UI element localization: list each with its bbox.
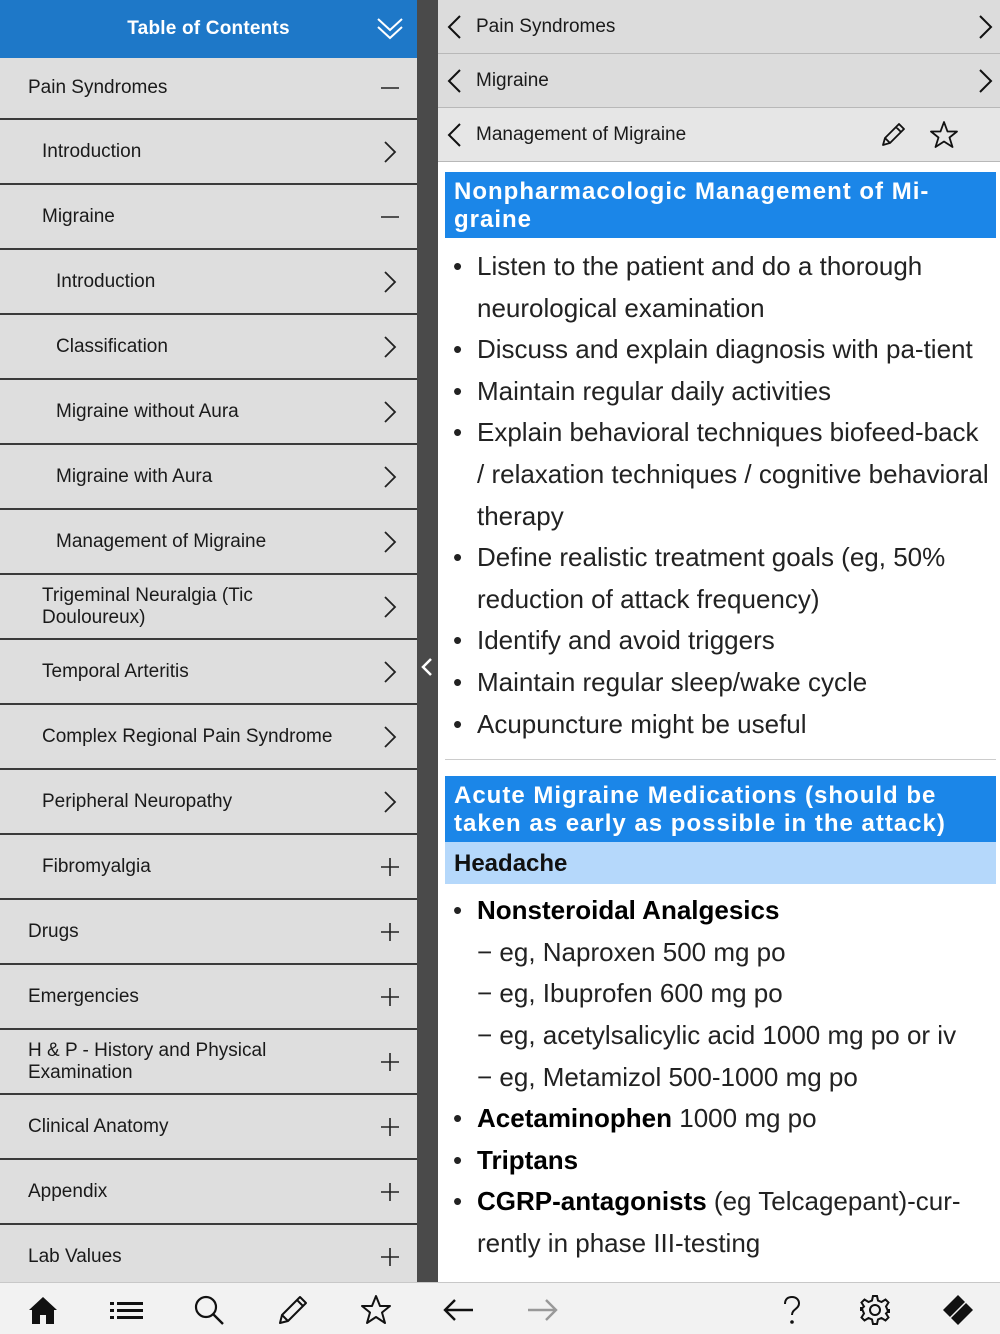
toc-item[interactable] bbox=[0, 510, 417, 575]
toc-item-label: Drugs bbox=[28, 920, 79, 942]
toc-item[interactable] bbox=[0, 445, 417, 510]
plus-icon[interactable] bbox=[379, 1246, 401, 1268]
list-subitem: − eg, Naproxen 500 mg po bbox=[477, 936, 786, 967]
breadcrumb-level-2[interactable] bbox=[438, 54, 1000, 108]
toc-item-label: Complex Regional Pain Syndrome bbox=[42, 725, 333, 747]
section-heading-nonpharmacologic: Nonpharmacologic Management of Mi-graine bbox=[445, 172, 996, 238]
toc-item-label: Temporal Arteritis bbox=[42, 660, 189, 682]
toc-item-label: Peripheral Neuropathy bbox=[42, 790, 233, 812]
page-title: Management of Migraine bbox=[476, 123, 687, 145]
toc-list bbox=[0, 58, 417, 1282]
home-icon[interactable] bbox=[26, 1293, 60, 1327]
toc-item-label: Management of Migraine bbox=[56, 530, 267, 552]
subheading-headache: Headache bbox=[445, 842, 996, 884]
tag-icon[interactable] bbox=[941, 1293, 975, 1327]
section-divider bbox=[445, 759, 996, 760]
list-item: • Define realistic treatment goals (eg, 50% reduction of attack frequency) bbox=[453, 537, 990, 620]
help-icon[interactable] bbox=[775, 1293, 809, 1327]
chevron-right-icon[interactable] bbox=[379, 466, 401, 488]
toc-item-label: Clinical Anatomy bbox=[28, 1115, 169, 1137]
toc-title: Table of Contents bbox=[127, 18, 290, 39]
toc-item-label: Migraine without Aura bbox=[56, 400, 239, 422]
chevron-left-icon[interactable] bbox=[444, 121, 464, 149]
toc-item-label: Pain Syndromes bbox=[28, 77, 168, 98]
list-item: • Identify and avoid triggers bbox=[453, 620, 990, 662]
panel-divider[interactable] bbox=[417, 0, 438, 1282]
list-item: • Discuss and explain diagnosis with pa-tient bbox=[453, 329, 990, 371]
pencil-icon[interactable] bbox=[276, 1293, 310, 1327]
plus-icon[interactable] bbox=[379, 921, 401, 943]
forward-arrow-icon[interactable] bbox=[525, 1293, 559, 1327]
section-heading-acute-medications: Acute Migraine Medications (should be taken as early as possible in the attack) bbox=[445, 776, 996, 842]
toc-item-label: Introduction bbox=[56, 270, 156, 292]
content-panel bbox=[438, 0, 1000, 1282]
toc-item[interactable] bbox=[0, 1030, 417, 1095]
toc-item[interactable] bbox=[0, 640, 417, 705]
toc-item[interactable] bbox=[0, 1225, 417, 1282]
star-icon[interactable] bbox=[928, 119, 960, 151]
toc-item[interactable] bbox=[0, 575, 417, 640]
toc-item-label: Emergencies bbox=[28, 985, 139, 1007]
minus-icon[interactable] bbox=[379, 77, 401, 99]
nonpharmacologic-list bbox=[438, 238, 1000, 751]
breadcrumb-level-1[interactable] bbox=[438, 0, 1000, 54]
toc-item[interactable] bbox=[0, 250, 417, 315]
plus-icon[interactable] bbox=[379, 1051, 401, 1073]
toc-item[interactable] bbox=[0, 120, 417, 185]
double-chevron-down-icon[interactable] bbox=[375, 14, 405, 44]
plus-icon[interactable] bbox=[379, 856, 401, 878]
list-item: • Listen to the patient and do a thorough neurological examination bbox=[453, 246, 990, 329]
chevron-right-icon[interactable] bbox=[976, 13, 996, 41]
chevron-right-icon[interactable] bbox=[976, 67, 996, 95]
settings-icon[interactable] bbox=[858, 1293, 892, 1327]
list-item bbox=[453, 1140, 994, 1182]
article-content[interactable] bbox=[438, 164, 1000, 1282]
toc-item[interactable] bbox=[0, 58, 417, 120]
collapse-panel-chevron-icon[interactable] bbox=[420, 656, 434, 678]
list-item bbox=[453, 1181, 994, 1264]
toc-item[interactable] bbox=[0, 770, 417, 835]
plus-icon[interactable] bbox=[379, 1116, 401, 1138]
table-of-contents-panel bbox=[0, 0, 417, 1282]
acute-medications-list bbox=[438, 884, 1000, 1264]
toc-item-label: Fibromyalgia bbox=[42, 855, 151, 877]
chevron-right-icon[interactable] bbox=[379, 726, 401, 748]
toc-item[interactable] bbox=[0, 705, 417, 770]
breadcrumb-level-3[interactable] bbox=[438, 108, 1000, 162]
list-item bbox=[453, 1098, 994, 1140]
list-item: • Maintain regular daily activities bbox=[453, 371, 990, 413]
chevron-right-icon[interactable] bbox=[379, 531, 401, 553]
toc-item[interactable] bbox=[0, 900, 417, 965]
list-icon[interactable] bbox=[109, 1293, 143, 1327]
bottom-toolbar bbox=[0, 1282, 1000, 1334]
toc-item-label: Lab Values bbox=[28, 1245, 122, 1267]
toc-header bbox=[0, 0, 417, 58]
toc-item[interactable] bbox=[0, 185, 417, 250]
chevron-right-icon[interactable] bbox=[379, 401, 401, 423]
toc-item-label: Migraine with Aura bbox=[56, 465, 213, 487]
toc-item-label: Trigeminal Neuralgia (Tic Douloureux) bbox=[42, 584, 253, 628]
toc-item[interactable] bbox=[0, 835, 417, 900]
list-item bbox=[453, 890, 994, 932]
toc-item-label: Introduction bbox=[42, 140, 142, 162]
breadcrumb-label: Pain Syndromes bbox=[476, 15, 616, 37]
toc-item-label: Classification bbox=[56, 335, 168, 357]
list-item: • Acupuncture might be useful bbox=[453, 704, 990, 746]
toc-item-label: H & P - History and Physical Examination bbox=[28, 1039, 267, 1083]
drug-name: CGRP-antagonists bbox=[477, 1186, 707, 1217]
drug-name: Triptans bbox=[477, 1144, 579, 1175]
pencil-icon[interactable] bbox=[878, 120, 908, 150]
list-subitem: − eg, acetylsalicylic acid 1000 mg po or iv bbox=[477, 1019, 957, 1050]
chevron-right-icon[interactable] bbox=[379, 661, 401, 683]
toc-item-label: Appendix bbox=[28, 1180, 108, 1202]
back-arrow-icon[interactable] bbox=[442, 1293, 476, 1327]
toc-item[interactable] bbox=[0, 1095, 417, 1160]
toc-item[interactable] bbox=[0, 1160, 417, 1225]
list-item: • Maintain regular sleep/wake cycle bbox=[453, 662, 990, 704]
chevron-right-icon[interactable] bbox=[379, 336, 401, 358]
drug-class-name: Nonsteroidal Analgesics bbox=[477, 895, 780, 926]
toc-item-label: Migraine bbox=[42, 205, 115, 227]
chevron-left-icon[interactable] bbox=[444, 13, 464, 41]
drug-name: Acetaminophen bbox=[477, 1103, 673, 1134]
list-item: • Explain behavioral techniques biofeed-back / relaxation techniques / cognitive behavioral therapy bbox=[453, 412, 990, 537]
list-subitem: − eg, Metamizol 500-1000 mg po bbox=[477, 1061, 858, 1092]
search-icon[interactable] bbox=[192, 1293, 226, 1327]
chevron-right-icon[interactable] bbox=[379, 791, 401, 813]
star-icon[interactable] bbox=[359, 1293, 393, 1327]
plus-icon[interactable] bbox=[379, 1181, 401, 1203]
toc-item[interactable] bbox=[0, 965, 417, 1030]
toc-item[interactable] bbox=[0, 380, 417, 445]
toc-item[interactable] bbox=[0, 315, 417, 380]
plus-icon[interactable] bbox=[379, 986, 401, 1008]
chevron-right-icon[interactable] bbox=[379, 271, 401, 293]
chevron-left-icon[interactable] bbox=[444, 67, 464, 95]
breadcrumb-label: Migraine bbox=[476, 69, 549, 91]
list-subitem: − eg, Ibuprofen 600 mg po bbox=[477, 978, 783, 1009]
drug-note: (eg Telcagepant)-cur-rently in phase III-testing bbox=[477, 1186, 961, 1258]
drug-dose: 1000 mg po bbox=[672, 1103, 817, 1134]
chevron-right-icon[interactable] bbox=[379, 141, 401, 163]
minus-icon[interactable] bbox=[379, 206, 401, 228]
chevron-right-icon[interactable] bbox=[379, 596, 401, 618]
